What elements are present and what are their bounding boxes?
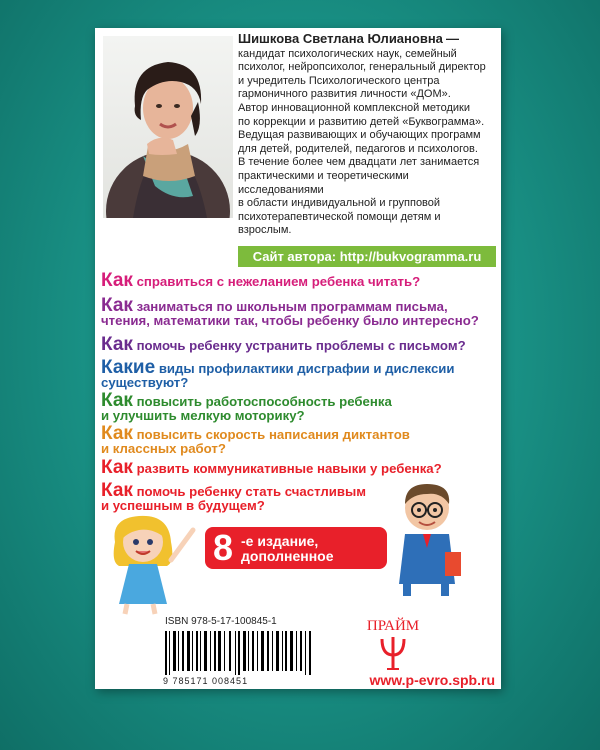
bio-line: Автор инновационной комплексной методики — [238, 101, 470, 114]
psi-logo-icon — [378, 635, 408, 671]
question-text: виды профилактики дисграфии и дислексии — [155, 361, 455, 376]
question-lead: Какие — [101, 357, 156, 378]
bio-line: психотерапевтической помощи детям и взрослым. — [238, 210, 441, 237]
edition-line-1: -е издание, — [241, 533, 319, 549]
question-lead: Как — [101, 270, 133, 291]
edition-line-2: дополненное — [241, 548, 334, 564]
publisher-logo — [353, 618, 433, 676]
question-text: развить коммуникативные навыки у ребенка? — [132, 461, 442, 476]
bio-line: и учредитель Психологического центра — [238, 74, 440, 87]
isbn: ISBN 978-5-17-100845-1 — [165, 616, 277, 627]
question-4 — [101, 357, 497, 390]
question-text: повысить работоспособность ребенка — [132, 394, 392, 409]
bio-line: практическими и теоретическими исследованиями — [238, 169, 409, 196]
question-lead: Как — [101, 480, 133, 501]
question-text-cont: чтения, математики так, чтобы ребенку было интересно? — [101, 313, 479, 328]
edition-text — [241, 534, 333, 564]
bio-line: В течение более чем двадцати лет занимается — [238, 156, 480, 169]
barcode — [163, 631, 313, 675]
bio-line: в области индивидуальной и групповой — [238, 197, 441, 210]
author-site: Сайт автора: http://bukvogramma.ru — [238, 246, 496, 267]
edition-badge — [205, 527, 387, 569]
book-back-cover — [95, 28, 501, 689]
publisher-name: ПРАЙМ — [366, 618, 420, 634]
question-5 — [101, 390, 497, 423]
bio-line: кандидат психологических наук, семейный — [238, 47, 457, 60]
question-lead: Как — [101, 390, 133, 411]
question-6 — [101, 423, 497, 456]
publisher-website: www.p-evro.spb.ru — [369, 672, 495, 688]
author-photo — [103, 36, 233, 218]
question-7 — [101, 457, 497, 478]
question-text-cont: и успешным в будущем? — [101, 498, 265, 513]
question-lead: Как — [101, 457, 133, 478]
question-2 — [101, 295, 497, 328]
bio-line: Ведущая развивающих и обучающих программ — [238, 129, 481, 142]
question-text: заниматься по школьным программам письма, — [132, 299, 448, 314]
question-text: помочь ребенку устранить проблемы с письмом? — [132, 338, 466, 353]
edition-number: 8 — [213, 527, 234, 568]
question-3 — [101, 334, 497, 355]
barcode-digits: 9 785171 008451 — [163, 676, 249, 686]
question-text-cont: и улучшить мелкую моторику? — [101, 408, 305, 423]
author-name: Шишкова Светлана Юлиановна — [238, 31, 443, 46]
question-1 — [101, 270, 497, 291]
question-text: помочь ребенку стать счастливым — [132, 484, 366, 499]
question-lead: Как — [101, 295, 133, 316]
bio-line: по коррекции и развитию детей «Буквограмма». — [238, 115, 485, 128]
author-bio — [238, 32, 496, 238]
bio-line: гармоничного развития личности «ДОМ». — [238, 88, 451, 101]
girl-illustration — [109, 512, 201, 616]
boy-illustration — [379, 478, 479, 598]
bio-line: психолог, нейропсихолог, генеральный директор — [238, 61, 486, 74]
question-text: повысить скорость написания диктантов — [132, 427, 410, 442]
question-lead: Как — [101, 423, 133, 444]
question-text: справиться с нежеланием ребенка читать? — [132, 274, 421, 289]
question-text-cont: существуют? — [101, 375, 189, 390]
bio-line: для детей, родителей, педагогов и психологов. — [238, 142, 478, 155]
question-text-cont: и классных работ? — [101, 441, 226, 456]
name-dash: — — [445, 31, 459, 46]
question-lead: Как — [101, 334, 133, 355]
